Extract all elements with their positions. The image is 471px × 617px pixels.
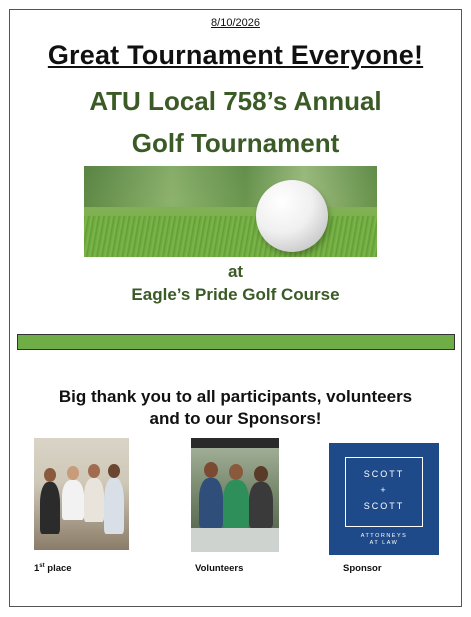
photo-grass [84,216,377,257]
thank-you-line-1: Big thank you to all participants, volunteers [58,387,413,406]
person-head [44,468,56,482]
person [249,482,273,528]
person-head [108,464,120,478]
golf-cart-seat [191,528,279,552]
event-title-line-2: Golf Tournament [131,128,340,158]
person-head [229,464,243,480]
photo-background [84,166,377,207]
date-text: 8/10/2026 [211,17,260,29]
thank-you-message [0,386,471,430]
person-head [254,466,268,482]
at-text: at [227,262,244,281]
golf-ball [256,180,328,252]
person [40,482,60,534]
person-head [204,462,218,478]
sponsor-logo [329,443,439,555]
person [84,478,104,522]
person [62,480,84,520]
caption-ordinal: st [39,563,45,569]
volunteers-caption: Volunteers [195,563,244,574]
caption-place: place [44,563,72,575]
logo-text-line-4: ATTORNEYS [360,533,408,539]
first-place-caption [34,563,72,574]
person [199,478,223,528]
person-head [67,466,79,480]
event-title-line-1: ATU Local 758’s Annual [89,86,382,116]
logo-text-line-3: SCOTT [363,501,405,511]
person [223,480,249,528]
golf-ball-photo [84,166,377,257]
venue-name: Eagle’s Pride Golf Course [131,285,340,304]
headline: Great Tournament Everyone! [47,40,424,70]
logo-text-line-2: + [380,485,388,495]
thank-you-line-2: and to our Sponsors! [149,409,322,428]
volunteers-photo [191,438,279,552]
golf-cart-roof [191,438,279,448]
green-divider-bar [17,334,455,350]
caption-number: 1 [34,563,40,575]
person [104,478,124,534]
person-head [88,464,100,478]
first-place-photo [34,438,129,550]
sponsor-caption: Sponsor [343,563,382,574]
logo-text-line-1: SCOTT [363,469,405,479]
logo-text-line-5: AT LAW [369,540,399,546]
